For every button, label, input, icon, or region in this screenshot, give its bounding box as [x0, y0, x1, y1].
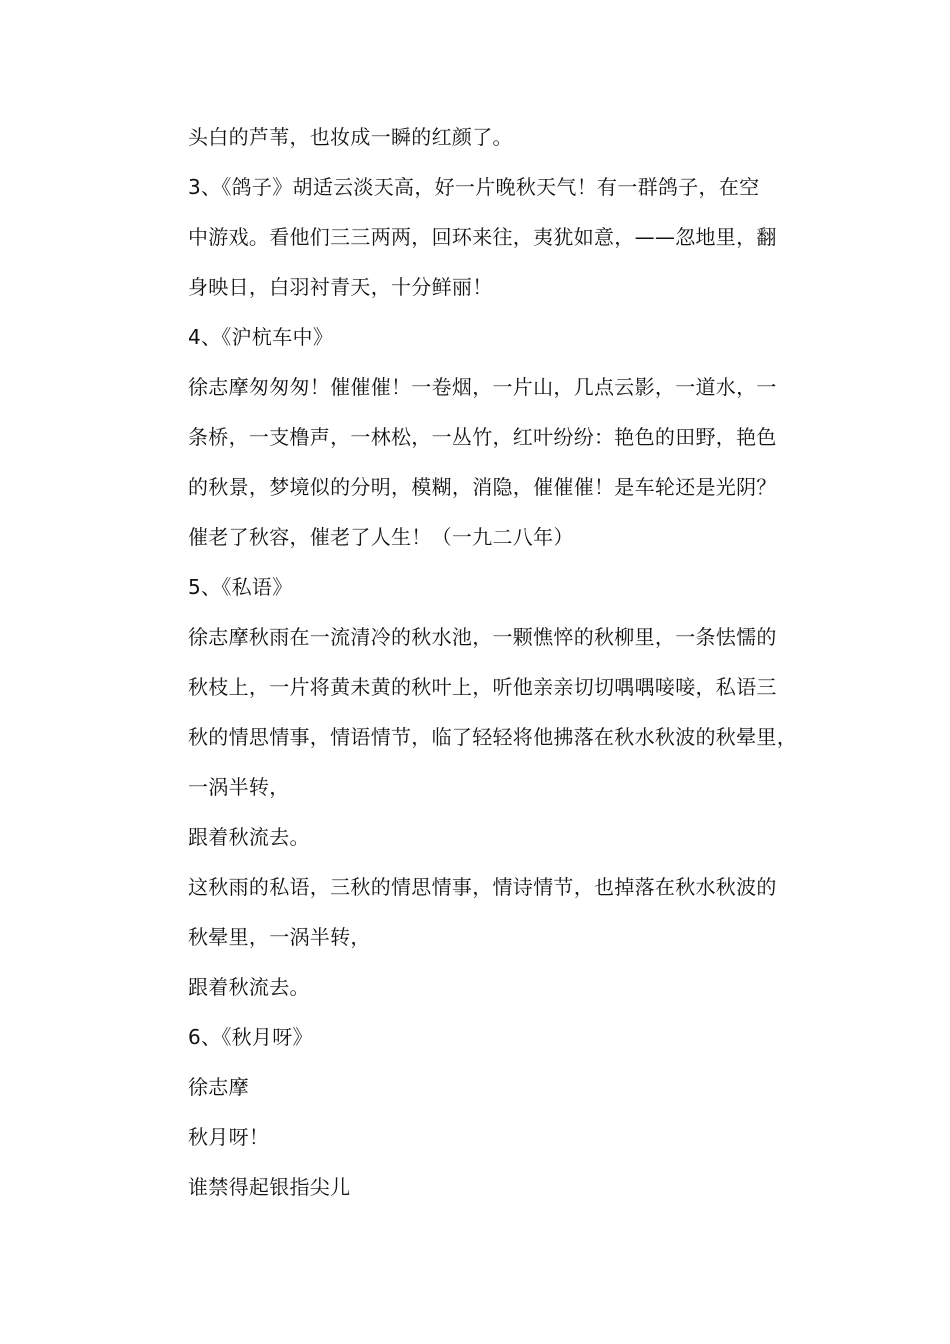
- text-line: 秋晕里，一涡半转，: [188, 925, 371, 949]
- text-line: 秋的情思情事，情语情节，临了轻轻将他拂落在秋水秋波的秋晕里，: [188, 725, 797, 749]
- text-line: 徐志摩秋雨在一流清冷的秋水池，一颗憔悴的秋柳里，一条怯懦的: [188, 625, 777, 649]
- document-body: [188, 112, 828, 1212]
- text-line: 3、《鸽子》胡适云淡天高，好一片晚秋天气！有一群鸽子，在空: [188, 175, 760, 199]
- section-heading: 4、《沪杭车中》: [188, 325, 334, 349]
- section-heading: 5、《私语》: [188, 575, 293, 599]
- text-line: 中游戏。看他们三三两两，回环来往，夷犹如意，——忽地里，翻: [188, 225, 777, 249]
- text-line: 头白的芦苇，也妆成一瞬的红颜了。: [188, 125, 513, 149]
- text-line: 的秋景，梦境似的分明，模糊，消隐，催催催！是车轮还是光阴？: [188, 475, 777, 499]
- text-line: 秋枝上，一片将黄未黄的秋叶上，听他亲亲切切喁喁唼唼，私语三: [188, 675, 777, 699]
- text-line: 条桥，一支橹声，一林松，一丛竹，红叶纷纷：艳色的田野，艳色: [188, 425, 777, 449]
- text-line: 秋月呀！: [188, 1125, 270, 1149]
- text-line: 跟着秋流去。: [188, 825, 310, 849]
- text-line: 身映日，白羽衬青天，十分鲜丽！: [188, 275, 493, 299]
- text-line: 谁禁得起银指尖儿: [188, 1175, 351, 1199]
- text-line: 徐志摩: [188, 1075, 249, 1099]
- text-line: 徐志摩匆匆匆！催催催！一卷烟，一片山，几点云影，一道水，一: [188, 375, 777, 399]
- text-line: 这秋雨的私语，三秋的情思情事，情诗情节，也掉落在秋水秋波的: [188, 875, 777, 899]
- text-line: 催老了秋容，催老了人生！（一九二八年）: [188, 525, 574, 549]
- text-line: 跟着秋流去。: [188, 975, 310, 999]
- text-line: 一涡半转，: [188, 775, 290, 799]
- section-heading: 6、《秋月呀》: [188, 1025, 313, 1049]
